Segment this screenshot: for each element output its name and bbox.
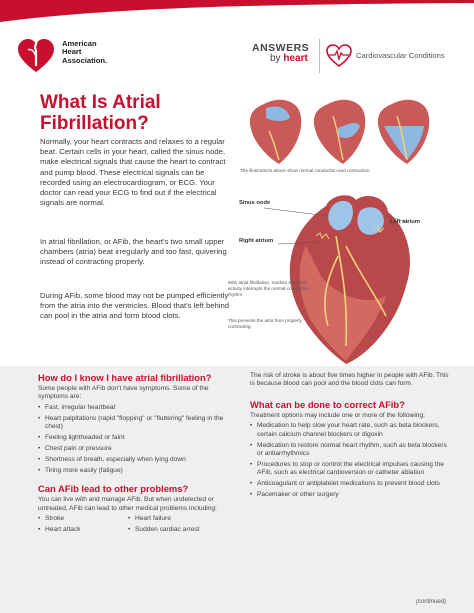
aha-wordmark: American Heart Association. <box>62 39 108 65</box>
treatment-intro: Treatment options may include one or more of the following: <box>250 411 425 419</box>
intro-paragraph-1: Normally, your heart contracts and relaxes to a regular beat. Certain cells in your heart, called the sinus node, make electrical signals that cause the heart to contract and pump blood. These electrical signals can be recorded using an electrocardiogram, or ECG. Your doctor can read your ECG to find out if the electrical signals are normal. <box>40 137 226 208</box>
list-item: • Heart palpitations (rapid "flopping" or "fluttering" feeling in the chest) <box>38 415 234 432</box>
list-item: • Chest pain or pressure <box>38 445 234 453</box>
symptoms-list <box>38 404 234 475</box>
list-item: • Feeling lightheaded or faint <box>38 434 234 442</box>
category-label: Cardiovascular Conditions <box>356 51 445 60</box>
label-sinus-node: Sinus node <box>239 200 271 206</box>
list-item: • Fast, irregular heartbeat <box>38 404 234 412</box>
normal-conduction-illustration <box>236 94 446 166</box>
figure-note-contracting: This prevents the atria from properly contracting. <box>228 318 302 329</box>
list-item: • Anticoagulant or antiplatelet medications to prevent blood clots <box>250 480 450 488</box>
problems-intro: You can live with and manage AFib. But when undetected or untreated, AFib can lead to other medical problems including: <box>38 496 217 512</box>
afib-heart-illustration <box>236 186 458 366</box>
list-item: • Sudden cardiac arrest <box>128 526 218 534</box>
list-item: • Shortness of breath, especially when lying down <box>38 456 234 464</box>
list-item: • Heart attack <box>38 526 128 534</box>
list-item: • Stroke <box>38 515 128 523</box>
answers-by-heart: by heart <box>270 53 308 64</box>
label-left-atrium: Left atrium <box>390 219 420 225</box>
problems-list <box>38 513 234 535</box>
list-item: • Tiring more easily (fatigue) <box>38 467 234 475</box>
list-item: • Heart failure <box>128 515 218 523</box>
list-item: • Procedures to stop or control the electrical impulses causing the AFib, such as electrical cardioversion or catheter ablation <box>250 461 450 478</box>
header <box>0 22 474 84</box>
list-item: • Pacemaker or other surgery <box>250 491 450 499</box>
header-divider <box>319 39 320 73</box>
heading-treatment: What can be done to correct AFib? <box>250 398 405 410</box>
intro-paragraph-3: During AFib, some blood may not be pumped efficiently from the atria into the ventricles. Blood that's left behind can pool in the atria and form blood clots. <box>40 291 230 321</box>
heading-problems: Can AFib lead to other problems? <box>38 483 189 495</box>
answers-by-heart-logo <box>252 42 309 64</box>
page-title: What Is Atrial Fibrillation? <box>40 92 161 134</box>
header-swoosh <box>0 0 474 22</box>
figure-note-afib: With atrial fibrillation, random electrical activity interrupts the normal conduction rhythm. <box>228 280 309 297</box>
intro-paragraph-2: In atrial fibrillation, or AFib, the heart's two small upper chambers (atria) beat irregularly and too fast, quivering instead of contracting properly. <box>40 237 227 267</box>
heart-pulse-icon <box>326 44 352 68</box>
right-column <box>250 372 450 499</box>
list-item: • Medication to help slow your heart rate, such as beta blockers, certain calcium channel blockers or digoxin <box>250 422 450 439</box>
figure-caption-top: The illustrations above show normal conduction and contraction. <box>240 168 371 173</box>
treatment-list <box>250 422 450 499</box>
aha-torch-heart-logo <box>16 36 56 76</box>
left-column <box>38 372 234 535</box>
continued-note: (continued) <box>415 599 446 605</box>
symptoms-intro: Some people with AFib don't have symptoms. Some of the symptoms are: <box>38 385 209 401</box>
heading-symptoms: How do I know I have atrial fibrillation? <box>38 372 212 383</box>
label-right-atrium: Right atrium <box>239 238 274 244</box>
stroke-risk-text: The risk of stroke is about five times higher in people with AFib. This is because blood can pool and the blood clots can form. <box>250 372 449 388</box>
list-item: • Medication to restore normal heart rhythm, such as beta blockers or antiarrhythmics <box>250 442 450 459</box>
answers-title: ANSWERS <box>252 42 310 54</box>
